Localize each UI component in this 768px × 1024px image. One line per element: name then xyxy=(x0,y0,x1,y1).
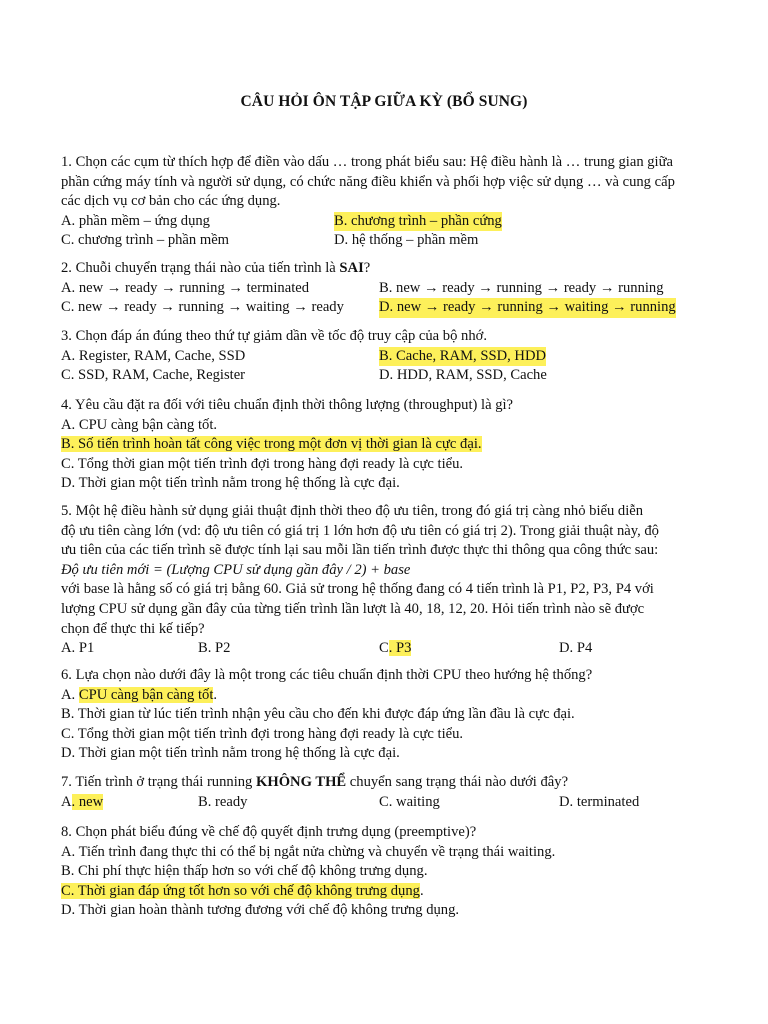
option-suffix: . xyxy=(419,882,424,899)
option-b-highlighted: B. Cache, RAM, SSD, HDD xyxy=(379,347,546,367)
question-stem-line: độ ưu tiên càng lớn (vd: độ ưu tiên có giá trị 1 lớn hơn độ ưu tiên có giá trị 2). Trong giải thuật này, độ xyxy=(61,522,659,539)
option-b: B. Thời gian từ lúc tiến trình nhận yêu cầu cho đến khi được đáp ứng lần đầu là cực đại. xyxy=(61,706,575,723)
question-8 xyxy=(61,823,711,921)
question-stem-line: chọn để thực thi kế tiếp? xyxy=(61,620,205,637)
option-a: A. Tiến trình đang thực thi có thể bị ngắt nửa chừng và chuyển về trạng thái waiting. xyxy=(61,843,556,860)
stem-text: 7. Tiến trình ở trạng thái running xyxy=(61,774,256,790)
option-d: D. hệ thống – phần mềm xyxy=(334,232,479,249)
option-a: A. phần mềm – ứng dụng xyxy=(61,212,210,229)
option-d: D. Thời gian một tiến trình nằm trong hệ thống là cực đại. xyxy=(61,475,400,492)
question-6 xyxy=(61,666,711,764)
option-row xyxy=(61,212,711,232)
option-c: C. new → ready → running → waiting → ready xyxy=(61,299,344,316)
option-row xyxy=(61,231,711,251)
question-stem-line: ưu tiên của các tiến trình sẽ được tính lại sau mỗi lần tiến trình được thực thi thông qua công thức sau: xyxy=(61,542,659,559)
option-b: B. ready xyxy=(198,793,248,810)
option-row xyxy=(61,793,711,813)
question-stem: 6. Lựa chọn nào dưới đây là một trong các tiêu chuẩn định thời CPU theo hướng hệ thống? xyxy=(61,667,593,683)
option-b-highlighted xyxy=(61,435,711,455)
priority-formula: Độ ưu tiên mới = (Lượng CPU sử dụng gần đây / 2) + base xyxy=(61,561,411,578)
highlighted-text: . P3 xyxy=(388,640,412,657)
question-stem xyxy=(61,259,711,279)
question-stem: 4. Yêu cầu đặt ra đối với tiêu chuẩn định thời thông lượng (throughput) là gì? xyxy=(61,397,514,413)
option-d: D. Thời gian một tiến trình nằm trong hệ thống là cực đại. xyxy=(61,745,400,762)
option-b: B. P2 xyxy=(198,640,231,657)
question-stem: 3. Chọn đáp án đúng theo thứ tự giảm dần về tốc độ truy cập của bộ nhớ. xyxy=(61,328,487,344)
stem-text: 2. Chuỗi chuyển trạng thái nào của tiến trình là xyxy=(61,260,340,276)
option-a: A. Register, RAM, Cache, SSD xyxy=(61,347,246,364)
option-c: C. Tổng thời gian một tiến trình đợi trong hàng đợi ready là cực tiểu. xyxy=(61,725,464,742)
option-row xyxy=(61,279,711,299)
page-title: CÂU HỎI ÔN TẬP GIỮA KỲ (BỔ SUNG) xyxy=(240,93,528,110)
option-suffix: . xyxy=(213,686,218,703)
option-a: A. CPU càng bận càng tốt. xyxy=(61,416,218,433)
option-letter: A xyxy=(61,793,72,810)
question-1 xyxy=(61,153,711,251)
option-b: B. new → ready → running → ready → running xyxy=(379,279,664,296)
option-row xyxy=(61,347,711,367)
stem-emphasis: SAI xyxy=(339,260,364,276)
option-b: B. Chi phí thực hiện thấp hơn so với chế độ không trưng dụng. xyxy=(61,863,428,880)
stem-text: ? xyxy=(363,260,371,276)
question-2 xyxy=(61,259,711,318)
highlighted-text: . new xyxy=(71,793,104,810)
option-c: C. Tổng thời gian một tiến trình đợi trong hàng đợi ready là cực tiểu. xyxy=(61,455,464,472)
question-4 xyxy=(61,396,711,494)
option-a: A. new → ready → running → terminated xyxy=(61,279,310,296)
question-stem-line: với base là hằng số có giá trị bằng 60. Giả sử trong hệ thống đang có 4 tiến trình là P1, P2, P3, P4 với xyxy=(61,581,654,598)
question-7 xyxy=(61,773,711,812)
option-letter: C xyxy=(379,640,389,657)
question-stem: 8. Chọn phát biểu đúng về chế độ quyết định trưng dụng (preemptive)? xyxy=(61,824,477,840)
question-stem-line: 1. Chọn các cụm từ thích hợp để điền vào dấu … trong phát biểu sau: Hệ điều hành là … trung gian giữa xyxy=(61,154,674,170)
option-c: C. chương trình – phần mềm xyxy=(61,232,230,249)
question-5 xyxy=(61,502,711,659)
question-stem-line: các dịch vụ cơ bản cho các ứng dụng. xyxy=(61,193,281,210)
option-row xyxy=(61,366,711,386)
option-c-highlighted xyxy=(379,639,411,659)
question-stem-line: lượng CPU sử dụng gần đây của từng tiến trình lần lượt là 40, 18, 12, 20. Hỏi tiến trình nào sẽ được xyxy=(61,600,645,617)
option-row xyxy=(61,639,711,659)
option-d-highlighted: D. new → ready → running → waiting → running xyxy=(379,298,676,318)
highlighted-text: B. Số tiến trình hoàn tất công việc trong một đơn vị thời gian là cực đại. xyxy=(61,436,482,453)
option-b-highlighted: B. chương trình – phần cứng xyxy=(334,212,502,232)
option-c: C. waiting xyxy=(379,793,440,810)
option-a-highlighted xyxy=(61,686,711,706)
option-a-highlighted xyxy=(61,793,103,813)
option-d: D. terminated xyxy=(559,793,640,810)
stem-emphasis: KHÔNG THỂ xyxy=(256,774,347,790)
option-row xyxy=(61,298,711,318)
option-d: D. P4 xyxy=(559,640,593,657)
stem-text: chuyển sang trạng thái nào dưới đây? xyxy=(346,774,569,790)
option-d: D. HDD, RAM, SSD, Cache xyxy=(379,367,547,384)
option-a: A. P1 xyxy=(61,640,95,657)
question-stem xyxy=(61,773,711,793)
option-c-highlighted xyxy=(61,882,711,902)
highlighted-text: C. Thời gian đáp ứng tốt hơn so với chế độ không trưng dụng xyxy=(61,882,420,899)
question-stem-line: phần cứng máy tính và người sử dụng, có chức năng điều khiển và phối hợp việc sử dụng … và cung cấp xyxy=(61,173,675,190)
option-c: C. SSD, RAM, Cache, Register xyxy=(61,367,246,384)
option-d: D. Thời gian hoàn thành tương đương với chế độ không trưng dụng. xyxy=(61,902,460,919)
question-3 xyxy=(61,327,711,386)
question-stem-line: 5. Một hệ điều hành sử dụng giải thuật định thời theo độ ưu tiên, trong đó giá trị càng nhỏ biểu diễn xyxy=(61,503,644,519)
option-letter: A. xyxy=(61,686,79,703)
highlighted-text: CPU càng bận càng tốt xyxy=(78,686,214,703)
